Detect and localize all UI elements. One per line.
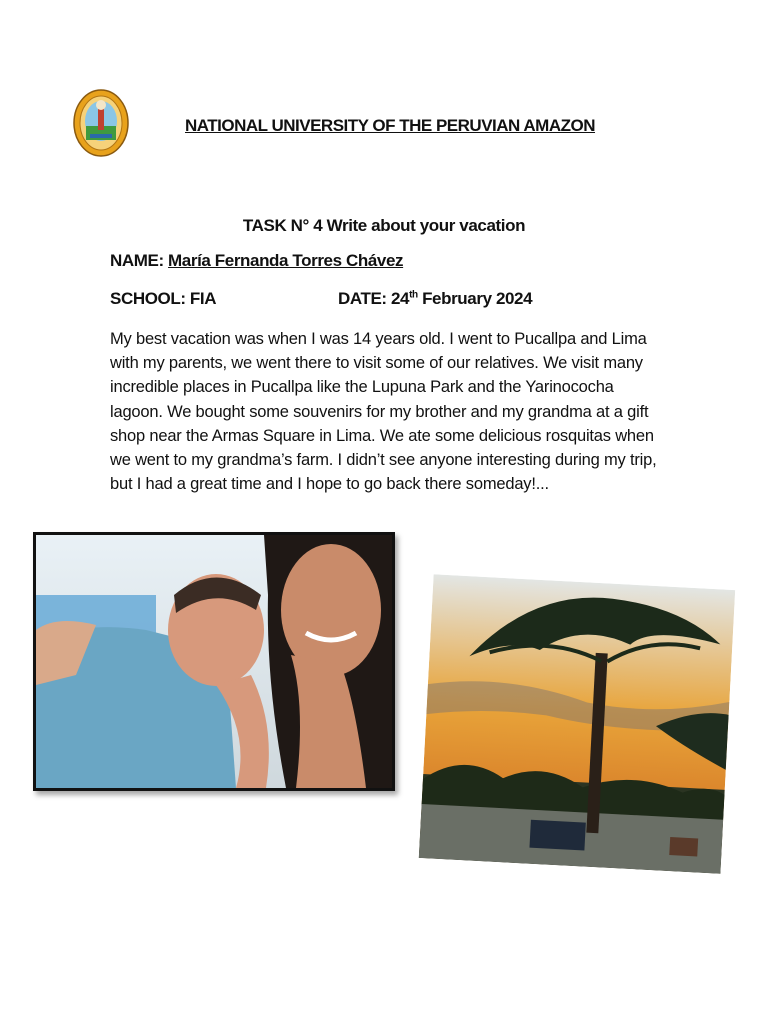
- lupuna-tree-photo: [419, 574, 735, 873]
- student-name: María Fernanda Torres Chávez: [168, 251, 404, 270]
- university-title: NATIONAL UNIVERSITY OF THE PERUVIAN AMAZON: [185, 116, 596, 135]
- school-line: SCHOOL: FIA: [110, 289, 217, 308]
- essay-paragraph: My best vacation was when I was 14 years old. I went to Pucallpa and Lima with my parents, we went there to visit some of our relatives. We visit many incredible places in Pucallpa like the Lupuna Park and the Yarinococha lagoon. We bought some souvenirs for my brother and my grandma at a gift shop near the Armas Square in Lima. We ate some delicious rosquitas when we went to my grandma’s farm. I didn’t see anyone interesting during my trip, but I had a great time and I hope to go back there someday!...: [110, 330, 657, 494]
- date-line: [338, 289, 532, 309]
- selfie-photo: [33, 532, 395, 791]
- date-rest: February 2024: [417, 289, 533, 308]
- name-label: NAME:: [110, 251, 164, 270]
- university-seal-logo: [72, 88, 130, 158]
- date-suffix: th: [409, 289, 418, 301]
- task-title: TASK N° 4 Write about your vacation: [242, 216, 526, 235]
- name-line: [110, 251, 403, 271]
- date-label: DATE: 24: [338, 289, 410, 308]
